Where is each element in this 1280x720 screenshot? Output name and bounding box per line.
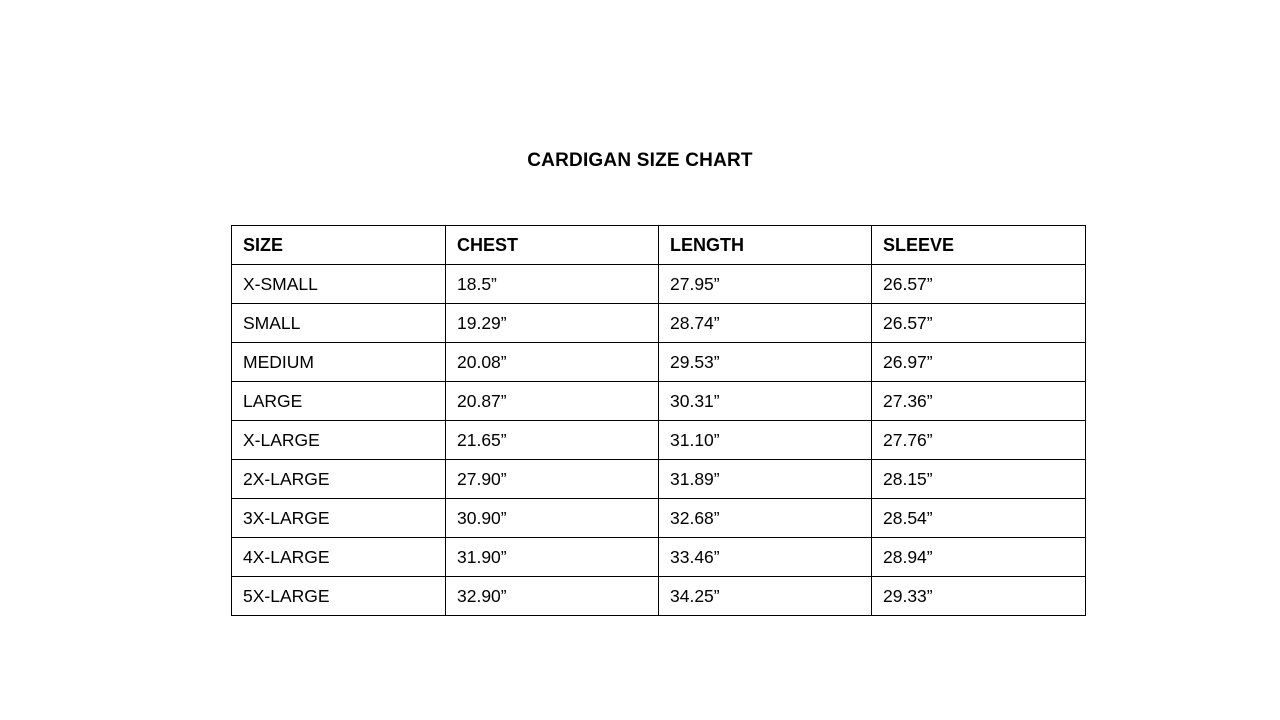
cell-length: 31.89” (659, 460, 872, 499)
cell-sleeve: 28.15” (872, 460, 1086, 499)
table-row (232, 382, 1086, 421)
size-chart-container (231, 225, 1085, 616)
cell-length: 29.53” (659, 343, 872, 382)
table-row (232, 421, 1086, 460)
cell-length: 33.46” (659, 538, 872, 577)
cell-chest: 20.87” (446, 382, 659, 421)
table-row (232, 343, 1086, 382)
cell-length: 31.10” (659, 421, 872, 460)
cell-size: 2X-LARGE (232, 460, 446, 499)
cell-sleeve: 26.97” (872, 343, 1086, 382)
column-header-size: SIZE (232, 226, 446, 265)
table-header-row (232, 226, 1086, 265)
cell-chest: 31.90” (446, 538, 659, 577)
table-row (232, 538, 1086, 577)
cell-chest: 19.29” (446, 304, 659, 343)
cell-size: LARGE (232, 382, 446, 421)
cell-sleeve: 26.57” (872, 304, 1086, 343)
cell-chest: 27.90” (446, 460, 659, 499)
cell-chest: 18.5” (446, 265, 659, 304)
table-row (232, 304, 1086, 343)
cell-chest: 21.65” (446, 421, 659, 460)
column-header-chest: CHEST (446, 226, 659, 265)
cell-length: 27.95” (659, 265, 872, 304)
column-header-length: LENGTH (659, 226, 872, 265)
size-chart-table (231, 225, 1086, 616)
cell-size: 3X-LARGE (232, 499, 446, 538)
cell-size: X-LARGE (232, 421, 446, 460)
cell-chest: 30.90” (446, 499, 659, 538)
table-row (232, 577, 1086, 616)
cell-size: X-SMALL (232, 265, 446, 304)
cell-sleeve: 26.57” (872, 265, 1086, 304)
cell-size: SMALL (232, 304, 446, 343)
table-header (232, 226, 1086, 265)
cell-sleeve: 28.94” (872, 538, 1086, 577)
cell-sleeve: 27.36” (872, 382, 1086, 421)
cell-length: 32.68” (659, 499, 872, 538)
table-row (232, 460, 1086, 499)
cell-sleeve: 29.33” (872, 577, 1086, 616)
cell-chest: 32.90” (446, 577, 659, 616)
cell-size: 5X-LARGE (232, 577, 446, 616)
column-header-sleeve: SLEEVE (872, 226, 1086, 265)
page-title: CARDIGAN SIZE CHART (527, 150, 753, 171)
cell-sleeve: 27.76” (872, 421, 1086, 460)
cell-length: 34.25” (659, 577, 872, 616)
cell-length: 28.74” (659, 304, 872, 343)
cell-sleeve: 28.54” (872, 499, 1086, 538)
table-row (232, 499, 1086, 538)
table-body (232, 265, 1086, 616)
cell-size: MEDIUM (232, 343, 446, 382)
table-row (232, 265, 1086, 304)
cell-chest: 20.08” (446, 343, 659, 382)
cell-length: 30.31” (659, 382, 872, 421)
cell-size: 4X-LARGE (232, 538, 446, 577)
